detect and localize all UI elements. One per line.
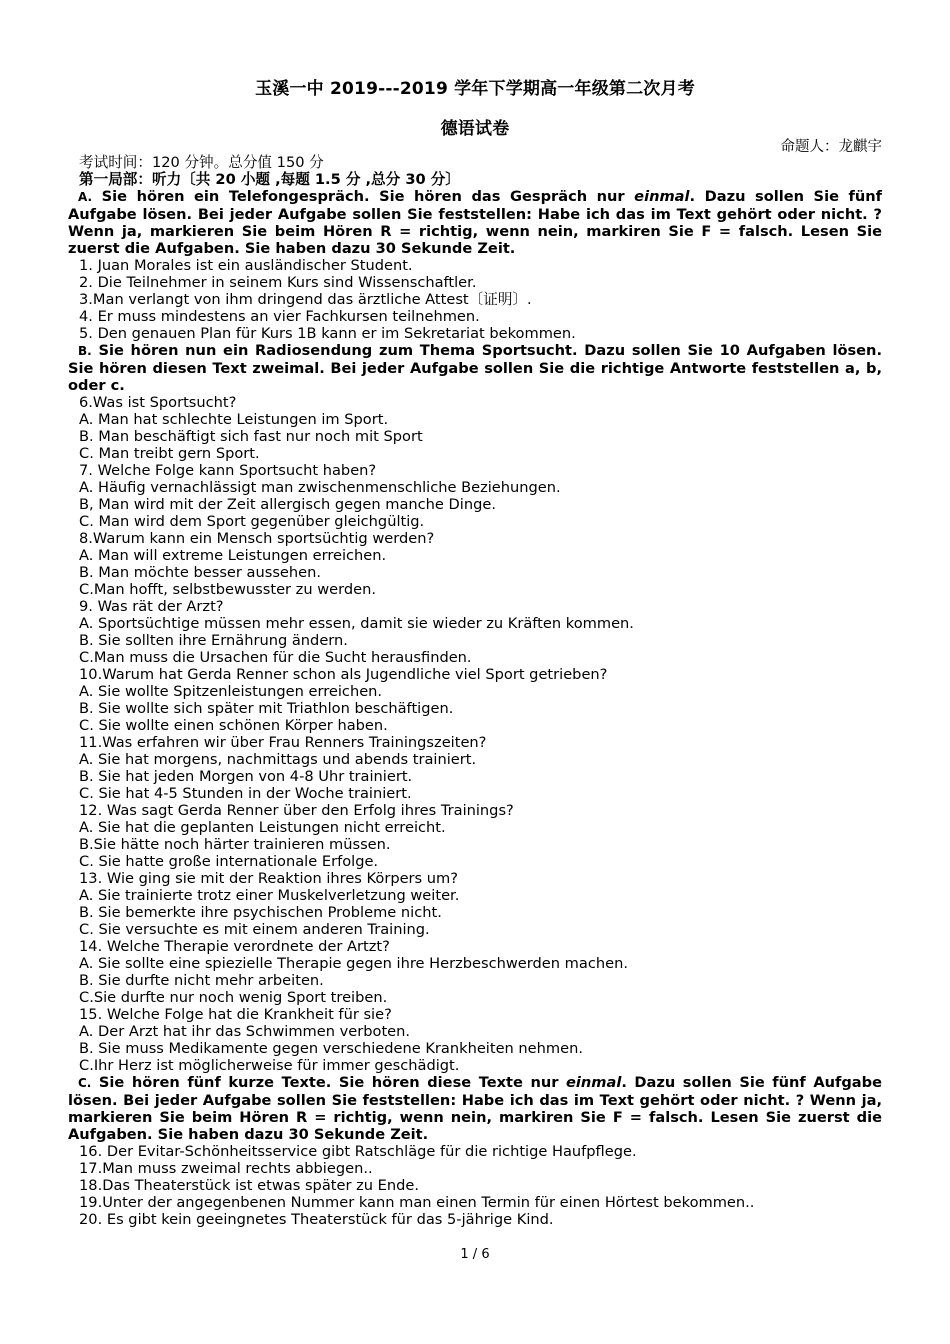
- question-line: C. Sie hat 4-5 Stunden in der Woche trainiert.: [79, 785, 412, 802]
- question-line: 1. Juan Morales ist ein ausländischer Student.: [79, 257, 413, 274]
- question-line: B. Sie sollten ihre Ernährung ändern.: [79, 632, 348, 649]
- question-line: 12. Was sagt Gerda Renner über den Erfolg ihres Trainings?: [79, 802, 514, 819]
- exam-title: 玉溪一中 2019---2019 学年下学期高一年级第二次月考: [255, 79, 695, 99]
- question-line: 15. Welche Folge hat die Krankheit für sie?: [79, 1006, 392, 1023]
- question-line: C. Sie wollte einen schönen Körper haben.: [79, 717, 388, 734]
- question-line: 20. Es gibt kein geeingnetes Theaterstück für das 5-jährige Kind.: [79, 1211, 554, 1228]
- section-a-instructions: [68, 188, 882, 257]
- question-line: 4. Er muss mindestens an vier Fachkursen teilnehmen.: [79, 308, 480, 325]
- question-line: B. Sie wollte sich später mit Triathlon beschäftigen.: [79, 700, 454, 717]
- author-line: 命题人：龙麒宇: [780, 139, 882, 155]
- question-line: A. Häufig vernachlässigt man zwischenmenschliche Beziehungen.: [79, 479, 561, 496]
- question-line: 6.Was ist Sportsucht?: [79, 394, 237, 411]
- question-line: A. Sie sollte eine spiezielle Therapie gegen ihre Herzbeschwerden machen.: [79, 955, 628, 972]
- section-c-items: [68, 1143, 882, 1228]
- question-line: B.Sie hätte noch härter trainieren müssen.: [79, 836, 391, 853]
- question-line: 10.Warum hat Gerda Renner schon als Jugendliche viel Sport getrieben?: [79, 666, 608, 683]
- question-line: B. Man möchte besser aussehen.: [79, 564, 322, 581]
- question-line: C. Sie versuchte es mit einem anderen Training.: [79, 921, 430, 938]
- section-b-instructions: [68, 342, 882, 394]
- question-line: B. Sie muss Medikamente gegen verschiedene Krankheiten nehmen.: [79, 1040, 583, 1057]
- question-line: A. Man will extreme Leistungen erreichen.: [79, 547, 387, 564]
- page-number: 1 / 6: [460, 1247, 490, 1262]
- question-line: A. Sportsüchtige müssen mehr essen, damit sie wieder zu Kräften kommen.: [79, 615, 634, 632]
- section-c-mark: C.: [78, 1076, 92, 1090]
- question-line: 18.Das Theaterstück ist etwas später zu Ende.: [79, 1177, 419, 1194]
- question-line: A. Der Arzt hat ihr das Schwimmen verboten.: [79, 1023, 411, 1040]
- question-line: A. Sie hat die geplanten Leistungen nicht erreicht.: [79, 819, 446, 836]
- question-line: 19.Unter der angegenbenen Nummer kann man einen Termin für einen Hörtest bekommen..: [79, 1194, 755, 1211]
- question-line: B. Man beschäftigt sich fast nur noch mit Sport: [79, 428, 423, 445]
- question-line: 14. Welche Therapie verordnete der Artzt?: [79, 938, 390, 955]
- section-b-items: [68, 394, 882, 1074]
- section-c-text-post: . Dazu sollen Sie fünf Aufgabe lösen. Bei jeder Aufgabe sollen Sie feststellen: Habe ich das im Text gehört oder nicht. ? Wenn ja, markieren Sie beim Hören R = richtig, wenn nein, markiren Sie F = falsch. Lesen Sie zuerst die Aufgaben. Sie haben dazu 30 Sekunde Zeit.: [68, 1074, 882, 1143]
- question-line: 16. Der Evitar-Schönheitsservice gibt Ratschläge für die richtige Haufpflege.: [79, 1143, 637, 1160]
- question-line: C. Man treibt gern Sport.: [79, 445, 260, 462]
- question-line: C.Ihr Herz ist möglicherweise für immer geschädigt.: [79, 1057, 460, 1074]
- question-line: C.Man hofft, selbstbewusster zu werden.: [79, 581, 377, 598]
- section-a-mark: A.: [78, 190, 93, 204]
- question-line: 3.Man verlangt von ihm dringend das ärztliche Attest〔证明〕.: [79, 291, 532, 308]
- section-a-text-pre: Sie hören ein Telefongespräch. Sie hören das Gespräch nur: [101, 188, 635, 205]
- question-line: B. Sie hat jeden Morgen von 4-8 Uhr trainiert.: [79, 768, 413, 785]
- question-line: C.Sie durfte nur noch wenig Sport treiben.: [79, 989, 388, 1006]
- question-line: A. Sie wollte Spitzenleistungen erreichen.: [79, 683, 383, 700]
- section-b-text: Sie hören nun ein Radiosendung zum Thema Sportsucht. Dazu sollen Sie 10 Aufgaben lösen. Sie hören diesen Text zweimal. Bei jeder Aufgabe sollen Sie die richtige Antworte feststellen a, b, oder c.: [68, 342, 882, 394]
- question-line: B, Man wird mit der Zeit allergisch gegen manche Dinge.: [79, 496, 496, 513]
- exam-time: 考试时间：120 分钟。总分值 150 分: [79, 154, 324, 171]
- section-b-mark: B.: [78, 344, 92, 358]
- section-a-text-post: . Dazu sollen Sie fünf Aufgabe lösen. Bei jeder Aufgabe sollen Sie feststellen: Habe ich das im Text gehört oder nicht. ? Wenn ja, markieren Sie beim Hören R = richtig, wenn nein, markiren Sie F = falsch. Lesen Sie zuerst die Aufgaben. Sie haben dazu 30 Sekunde Zeit.: [68, 188, 882, 257]
- section-c-instructions: [68, 1074, 882, 1143]
- question-line: B. Sie durfte nicht mehr arbeiten.: [79, 972, 324, 989]
- question-line: C.Man muss die Ursachen für die Sucht herausfinden.: [79, 649, 472, 666]
- question-line: 11.Was erfahren wir über Frau Renners Trainingszeiten?: [79, 734, 487, 751]
- question-line: 13. Wie ging sie mit der Reaktion ihres Körpers um?: [79, 870, 459, 887]
- exam-body: [68, 154, 882, 1228]
- exam-subtitle: 德语试卷: [440, 119, 510, 139]
- question-line: A. Sie trainierte trotz einer Muskelverletzung weiter.: [79, 887, 460, 904]
- question-line: 9. Was rät der Arzt?: [79, 598, 224, 615]
- question-line: A. Man hat schlechte Leistungen im Sport.: [79, 411, 389, 428]
- question-line: 8.Warum kann ein Mensch sportsüchtig werden?: [79, 530, 435, 547]
- question-line: B. Sie bemerkte ihre psychischen Probleme nicht.: [79, 904, 442, 921]
- section-a-emphasis: einmal: [634, 188, 690, 205]
- part1-heading: 第一局部：听力〔共 20 小题 ,每题 1.5 分 ,总分 30 分〕: [79, 171, 460, 188]
- question-line: C. Man wird dem Sport gegenüber gleichgültig.: [79, 513, 425, 530]
- question-line: A. Sie hat morgens, nachmittags und abends trainiert.: [79, 751, 477, 768]
- section-a-items: [68, 257, 882, 342]
- question-line: 5. Den genauen Plan für Kurs 1B kann er im Sekretariat bekommen.: [79, 325, 576, 342]
- section-c-emphasis: einmal: [565, 1074, 622, 1091]
- question-line: 2. Die Teilnehmer in seinem Kurs sind Wissenschaftler.: [79, 274, 477, 291]
- question-line: 17.Man muss zweimal rechts abbiegen..: [79, 1160, 373, 1177]
- question-line: 7. Welche Folge kann Sportsucht haben?: [79, 462, 377, 479]
- section-c-text-pre: Sie hören fünf kurze Texte. Sie hören diese Texte nur: [98, 1074, 566, 1091]
- question-line: C. Sie hatte große internationale Erfolge.: [79, 853, 379, 870]
